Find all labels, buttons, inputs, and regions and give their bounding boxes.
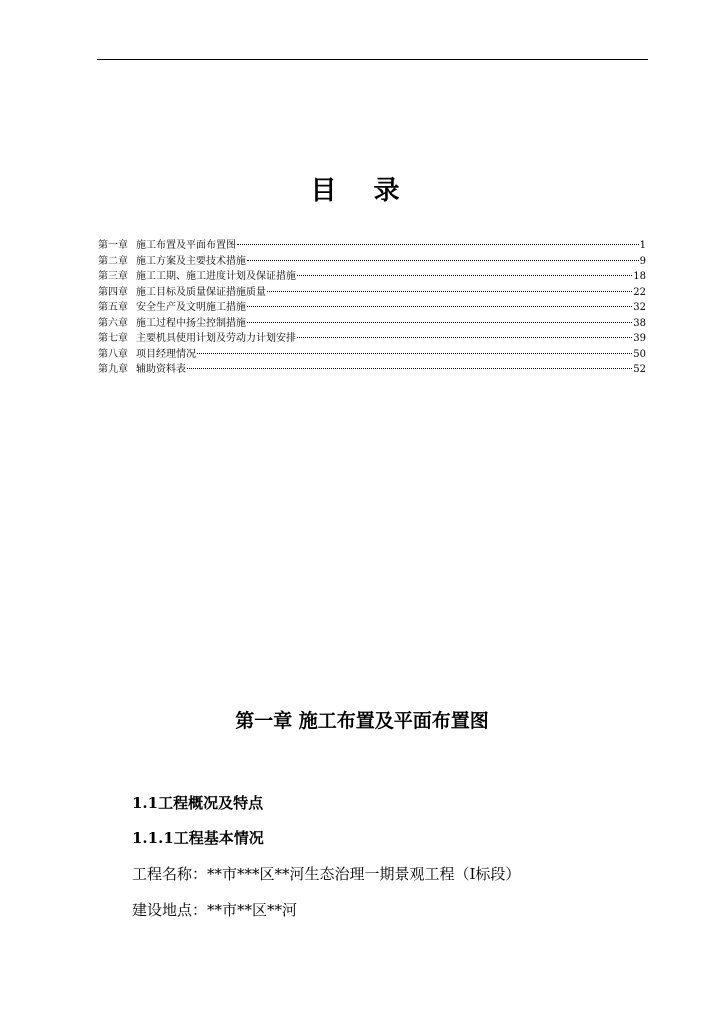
toc-entry[interactable] xyxy=(98,285,646,301)
toc-entry[interactable] xyxy=(98,254,646,270)
toc-leader-dots xyxy=(187,368,632,369)
toc-entry-text: 施工方案及主要技术措施 xyxy=(136,255,246,267)
toc-page-number: 50 xyxy=(633,348,646,360)
toc-leader-dots xyxy=(247,306,632,307)
toc-leader-dots xyxy=(197,353,632,354)
toc-chapter-number: 第五章 xyxy=(98,302,128,313)
toc-chapter-number: 第六章 xyxy=(98,317,128,329)
toc-chapter-number: 第二章 xyxy=(98,255,128,267)
toc-entry-text: 主要机具使用计划及劳动力计划安排 xyxy=(136,333,296,344)
toc-chapter-number: 第七章 xyxy=(98,333,128,344)
toc-leader-dots xyxy=(247,322,632,323)
toc-title: 目 录 xyxy=(310,176,414,206)
toc-entry[interactable] xyxy=(98,316,646,332)
toc-page-number: 32 xyxy=(633,302,646,313)
toc-entry-text: 施工过程中扬尘控制措施 xyxy=(136,317,246,329)
toc-chapter-number: 第四章 xyxy=(98,286,128,298)
toc-leader-dots xyxy=(267,291,632,292)
toc-chapter-number: 第八章 xyxy=(98,348,128,360)
toc-entry[interactable] xyxy=(98,269,646,285)
toc-page-number: 1 xyxy=(639,240,646,251)
toc-leader-dots xyxy=(297,275,632,276)
section-heading-1-1-1: 1.1.1工程基本情况 xyxy=(132,829,264,847)
toc-entry-text: 项目经理情况 xyxy=(136,348,196,360)
toc-page-number: 9 xyxy=(639,255,646,267)
toc-page-number: 18 xyxy=(633,271,646,282)
toc-chapter-number: 第九章 xyxy=(98,364,128,375)
project-location-line: 建设地点：**市**区**河 xyxy=(132,901,298,919)
toc-page-number: 38 xyxy=(633,317,646,329)
toc-entry[interactable] xyxy=(98,347,646,363)
toc-entry[interactable] xyxy=(98,238,646,254)
toc-entry-text: 施工目标及质量保证措施质量 xyxy=(136,286,266,298)
toc-entry-text: 施工工期、施工进度计划及保证措施 xyxy=(136,271,296,282)
toc-leader-dots xyxy=(247,260,639,261)
toc-entry-text: 施工布置及平面布置图 xyxy=(136,240,236,251)
toc-entry-text: 辅助资料表 xyxy=(136,364,186,375)
project-name-line: 工程名称：**市***区**河生态治理一期景观工程（Ⅰ标段） xyxy=(132,865,521,883)
toc-page-number: 52 xyxy=(633,364,646,375)
toc-chapter-number: 第一章 xyxy=(98,240,128,251)
header-rule xyxy=(97,59,648,60)
toc-chapter-number: 第三章 xyxy=(98,271,128,282)
toc-leader-dots xyxy=(297,337,632,338)
toc-entry[interactable] xyxy=(98,331,646,347)
section-heading-1-1: 1.1工程概况及特点 xyxy=(132,794,264,812)
toc-entry[interactable] xyxy=(98,362,646,378)
toc-entry-text: 安全生产及文明施工措施 xyxy=(136,302,246,313)
toc-entry[interactable] xyxy=(98,300,646,316)
toc-page-number: 22 xyxy=(633,286,646,298)
chapter-heading: 第一章 施工布置及平面布置图 xyxy=(235,710,489,732)
toc-page-number: 39 xyxy=(633,333,646,344)
toc-leader-dots xyxy=(237,244,639,245)
table-of-contents xyxy=(98,238,646,378)
